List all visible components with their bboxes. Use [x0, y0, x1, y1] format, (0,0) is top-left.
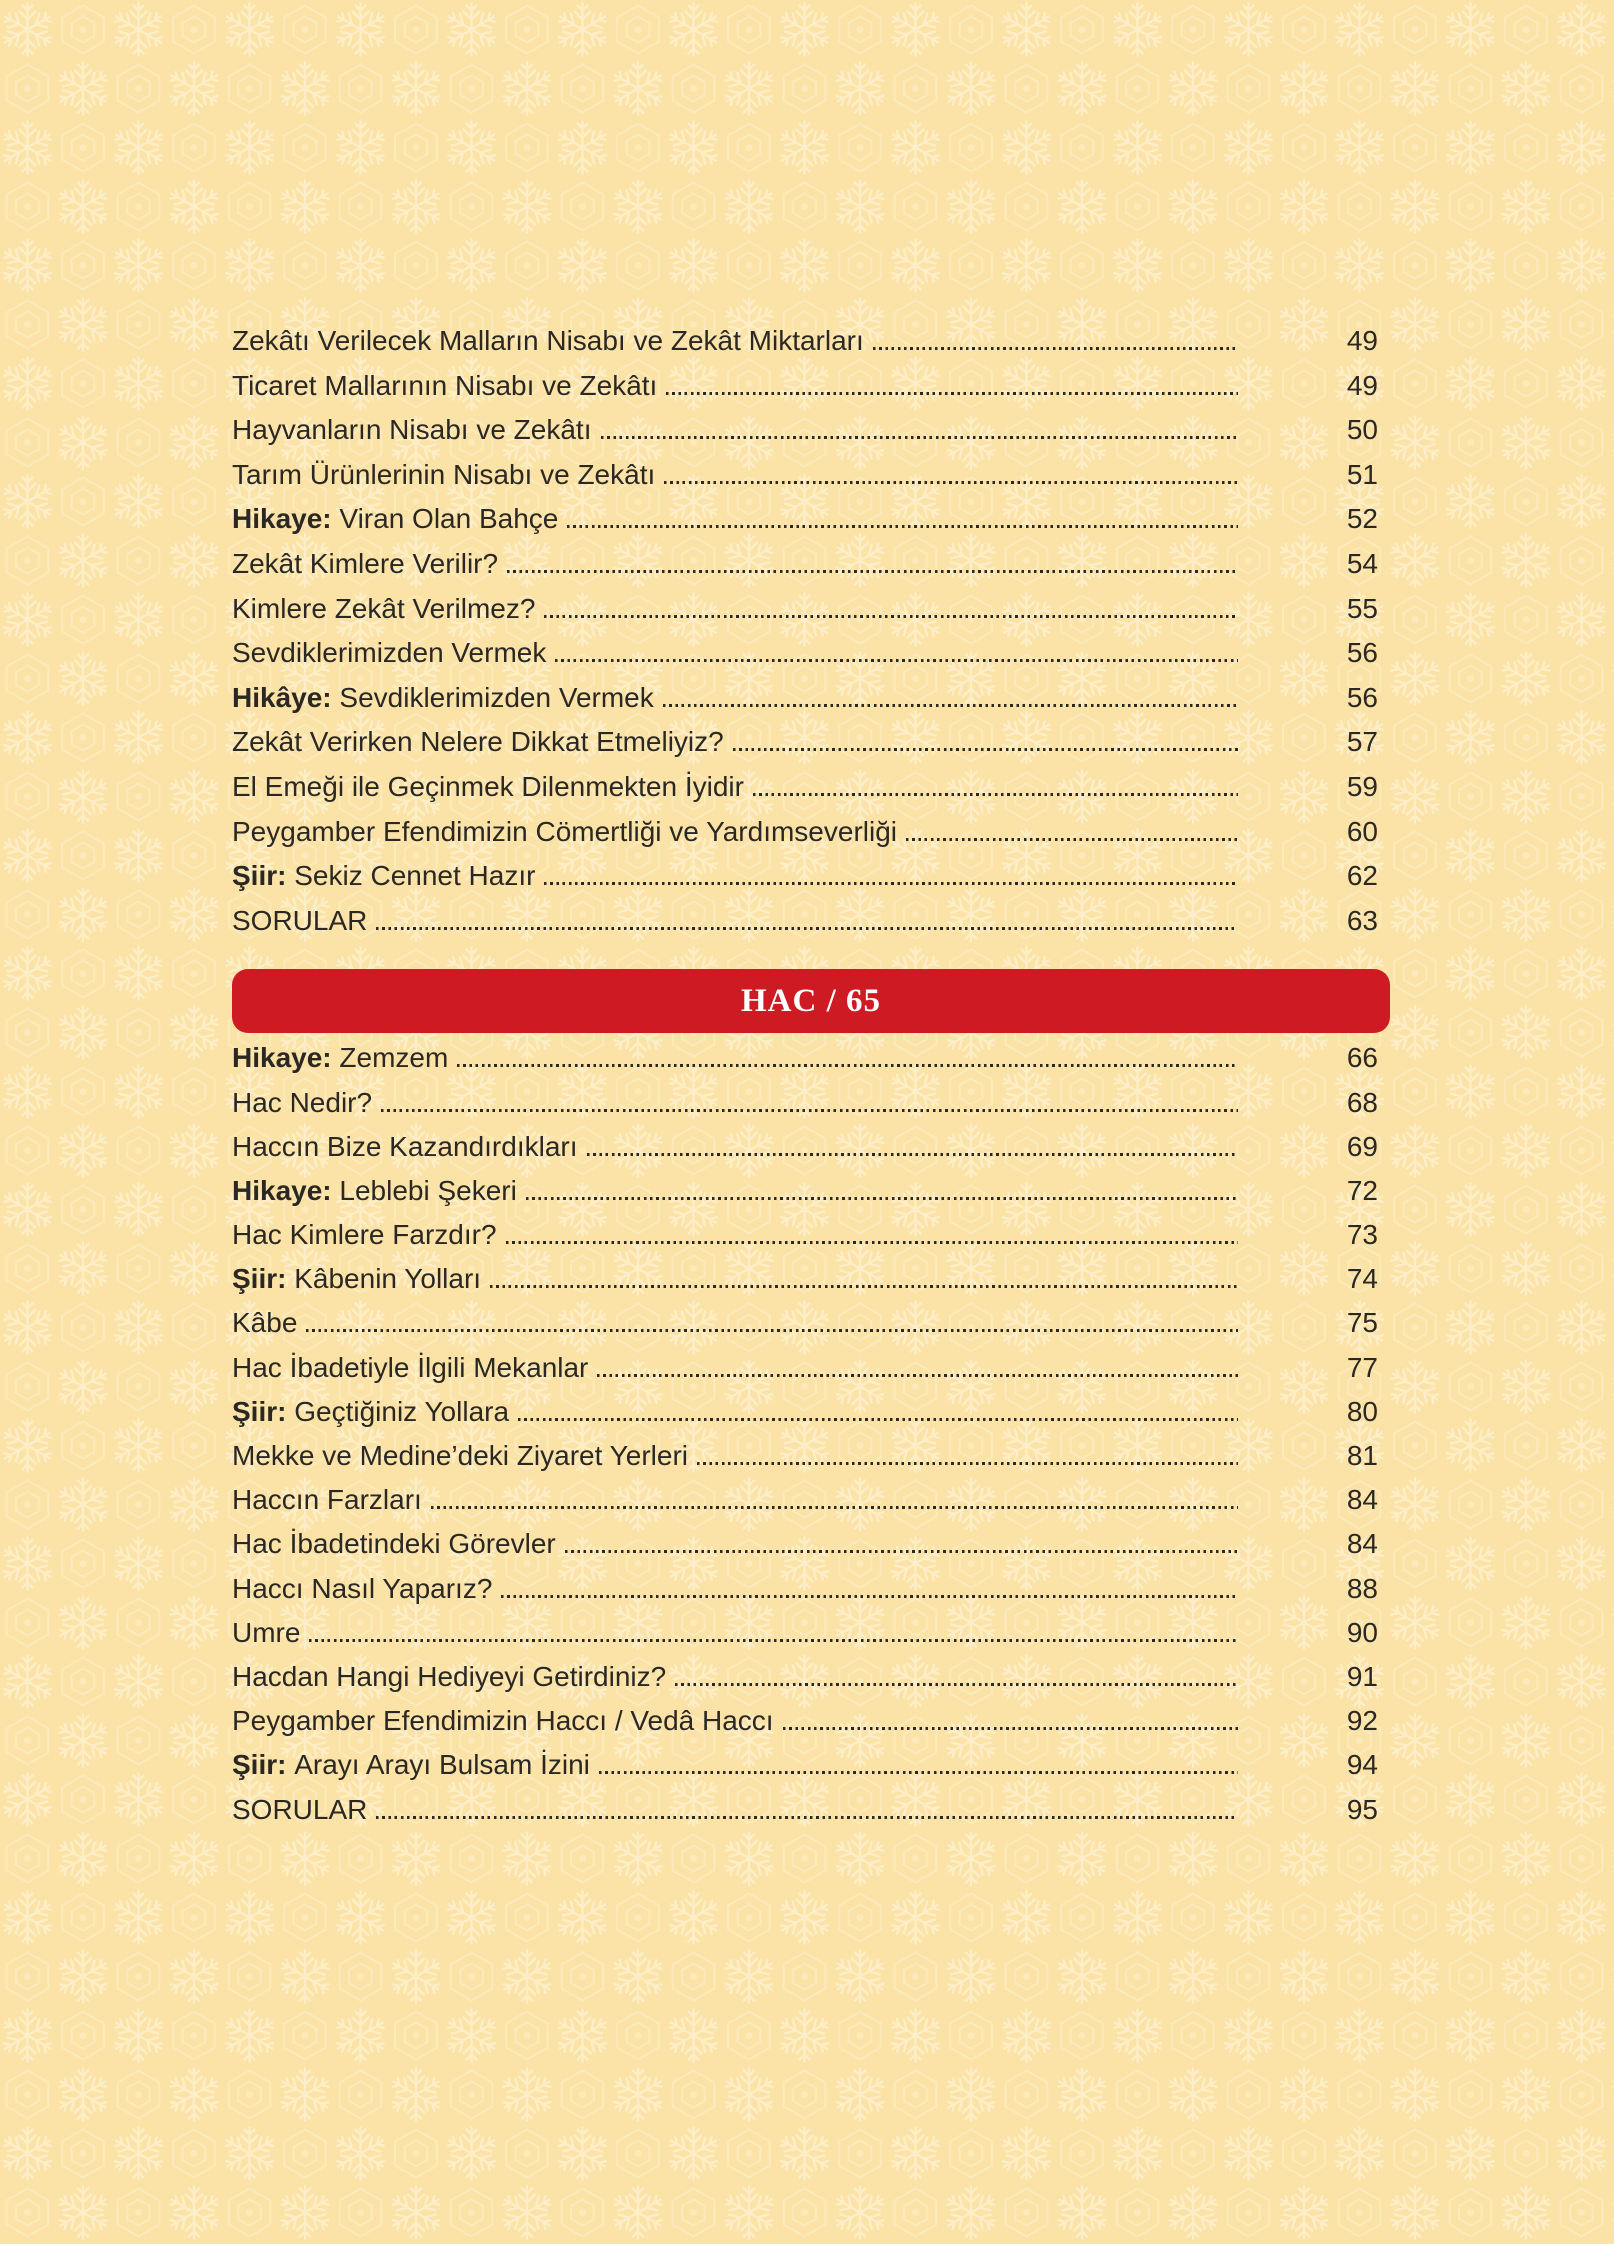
dotted-leader — [544, 882, 1238, 885]
toc-item-prefix: Şiir: — [232, 1749, 295, 1781]
toc-list-hac — [232, 1036, 1378, 1831]
toc-item-title — [232, 1213, 497, 1257]
dotted-leader — [733, 748, 1238, 751]
toc-item-title — [232, 1081, 372, 1125]
toc-item-page-number: 49 — [1346, 325, 1378, 356]
toc-item-text: Hacdan Hangi Hediyeyi Getirdiniz? — [232, 1660, 667, 1692]
toc-item — [232, 631, 1378, 676]
toc-list-zekat — [232, 319, 1378, 943]
dotted-leader — [507, 570, 1238, 573]
dotted-leader — [526, 1197, 1238, 1200]
toc-item-text: Mekke ve Medine’deki Ziyaret Yerleri — [232, 1440, 688, 1471]
toc-item-page-number: 84 — [1346, 1484, 1378, 1516]
dotted-leader — [664, 481, 1238, 484]
dotted-leader — [906, 838, 1238, 841]
toc-item — [232, 765, 1378, 810]
toc-item-title — [232, 810, 897, 855]
toc-item — [232, 453, 1378, 498]
toc-item-title — [232, 676, 654, 721]
toc-item-title — [232, 542, 498, 587]
toc-item — [232, 1655, 1378, 1699]
toc-item — [232, 1169, 1378, 1213]
toc-item-title — [232, 1434, 688, 1478]
toc-item-page-number: 56 — [1346, 637, 1378, 669]
toc-item-text: Haccın Bize Kazandırdıkları — [232, 1130, 578, 1162]
toc-item-title — [232, 1169, 517, 1213]
toc-item-text: Zekât Kimlere Verilir? — [232, 547, 499, 579]
toc-item — [232, 1213, 1378, 1257]
toc-item — [232, 1257, 1378, 1301]
toc-item-text: Hac İbadetiyle İlgili Mekanlar — [232, 1351, 589, 1383]
dotted-leader — [697, 1462, 1238, 1465]
toc-item-page-number: 81 — [1346, 1440, 1378, 1471]
toc-item-title — [232, 319, 864, 364]
toc-item-page-number: 68 — [1346, 1086, 1378, 1118]
toc-item-page-number: 80 — [1346, 1395, 1378, 1427]
dotted-leader — [675, 1683, 1238, 1686]
toc-item-page-number: 63 — [1346, 904, 1378, 936]
toc-item-title — [232, 587, 535, 632]
toc-item — [232, 364, 1378, 409]
toc-item-text: Zemzem — [339, 1042, 449, 1074]
toc-item-text: Hayvanların Nisabı ve Zekâtı — [232, 414, 592, 446]
dotted-leader — [490, 1285, 1238, 1288]
dotted-leader — [601, 436, 1239, 439]
toc-item-text: Ticaret Mallarının Nisabı ve Zekâtı — [232, 369, 658, 401]
toc-item-title — [232, 497, 558, 542]
toc-item-title — [232, 1301, 297, 1345]
dotted-leader — [518, 1418, 1238, 1421]
toc-item-page-number: 72 — [1346, 1174, 1378, 1206]
toc-item-text: Sevdiklerimizden Vermek — [232, 637, 547, 669]
dotted-leader — [501, 1595, 1238, 1598]
toc-item-text: Kimlere Zekât Verilmez? — [232, 592, 536, 624]
toc-item-title — [232, 1522, 556, 1566]
toc-item — [232, 1125, 1378, 1169]
toc-item — [232, 1390, 1378, 1434]
toc-item-page-number: 77 — [1346, 1351, 1378, 1383]
toc-item-title — [232, 1611, 300, 1655]
dotted-leader — [506, 1241, 1238, 1244]
toc-item-page-number: 55 — [1346, 592, 1378, 624]
toc-item-text: Geçtiğiniz Yollara — [294, 1395, 510, 1427]
toc-item-title — [232, 1655, 666, 1699]
toc-item-page-number: 84 — [1346, 1528, 1378, 1560]
toc-item-title — [232, 1125, 578, 1169]
toc-item-page-number: 88 — [1346, 1572, 1378, 1604]
toc-item-title — [232, 1699, 774, 1743]
toc-item-title — [232, 1567, 492, 1611]
toc-item — [232, 1478, 1378, 1522]
section-banner-label: HAC / 65 — [741, 982, 881, 1019]
toc-item-page-number: 91 — [1346, 1660, 1378, 1692]
toc-item-text: Hac Kimlere Farzdır? — [232, 1219, 497, 1251]
toc-item-prefix: Hikaye: — [232, 503, 340, 535]
toc-item-title — [232, 765, 744, 810]
toc-item-title — [232, 1478, 422, 1522]
toc-item-page-number: 56 — [1346, 681, 1378, 713]
toc-item-page-number: 66 — [1346, 1042, 1378, 1074]
dotted-leader — [599, 1771, 1238, 1774]
toc-item — [232, 408, 1378, 453]
toc-item-text: Kâbenin Yolları — [294, 1263, 482, 1295]
dotted-leader — [567, 525, 1238, 528]
dotted-leader — [376, 1816, 1238, 1819]
dotted-leader — [873, 347, 1238, 350]
toc-item-text: Haccın Farzları — [232, 1484, 422, 1516]
dotted-leader — [565, 1550, 1238, 1553]
toc-item-text: Hac İbadetindeki Görevler — [232, 1528, 556, 1560]
toc-item — [232, 497, 1378, 542]
dotted-leader — [753, 793, 1238, 796]
dotted-leader — [544, 615, 1238, 618]
toc-item-page-number: 49 — [1346, 369, 1378, 401]
toc-item-title — [232, 1788, 367, 1832]
toc-item — [232, 319, 1378, 364]
toc-item-prefix: Hikâye: — [232, 681, 340, 713]
toc-item-page-number: 50 — [1346, 414, 1378, 446]
toc-item-text: Peygamber Efendimizin Haccı / Vedâ Haccı — [232, 1705, 774, 1737]
dotted-leader — [431, 1506, 1238, 1509]
toc-item-page-number: 52 — [1346, 503, 1378, 535]
toc-item-page-number: 51 — [1346, 458, 1378, 490]
toc-item — [232, 810, 1378, 855]
toc-item — [232, 1434, 1378, 1478]
toc-item — [232, 1611, 1378, 1655]
toc-item-page-number: 94 — [1346, 1749, 1378, 1781]
toc-item-page-number: 73 — [1346, 1219, 1378, 1251]
dotted-leader — [663, 704, 1238, 707]
toc-item-title — [232, 854, 535, 899]
toc-item-text: Kâbe — [232, 1307, 298, 1339]
toc-item-prefix: Hikaye: — [232, 1174, 340, 1206]
toc-item — [232, 1301, 1378, 1345]
toc-item — [232, 1743, 1378, 1787]
dotted-leader — [309, 1639, 1238, 1642]
toc-item-page-number: 92 — [1346, 1705, 1378, 1737]
toc-item-prefix: Şiir: — [232, 1263, 295, 1295]
toc-item — [232, 587, 1378, 632]
toc-item-prefix: Hikaye: — [232, 1042, 340, 1074]
dotted-leader — [457, 1064, 1238, 1067]
dotted-leader — [376, 927, 1238, 930]
toc-item-title — [232, 631, 546, 676]
toc-item-page-number: 57 — [1346, 726, 1378, 758]
toc-item-title — [232, 364, 657, 409]
toc-item-title — [232, 1390, 509, 1434]
dotted-leader — [555, 659, 1238, 662]
toc-item-page-number: 75 — [1346, 1307, 1378, 1339]
toc-item — [232, 676, 1378, 721]
dotted-leader — [666, 392, 1238, 395]
toc-item-page-number: 59 — [1346, 770, 1378, 802]
toc-item-text: Viran Olan Bahçe — [339, 503, 559, 535]
table-of-contents — [232, 319, 1378, 1832]
toc-item — [232, 899, 1378, 944]
dotted-leader — [381, 1109, 1238, 1112]
toc-item-text: Zekât Verirken Nelere Dikkat Etmeliyiz? — [232, 726, 724, 758]
toc-item-text: Tarım Ürünlerinin Nisabı ve Zekâtı — [232, 458, 656, 490]
toc-item-page-number: 60 — [1346, 815, 1378, 847]
dotted-leader — [306, 1329, 1238, 1332]
toc-item-text: Sevdiklerimizden Vermek — [339, 681, 654, 713]
dotted-leader — [783, 1727, 1238, 1730]
toc-item-text: SORULAR — [232, 904, 368, 936]
toc-item-prefix: Şiir: — [232, 1395, 295, 1427]
section-banner-hac — [232, 969, 1390, 1033]
toc-item — [232, 720, 1378, 765]
toc-item — [232, 1346, 1378, 1390]
toc-item — [232, 1788, 1378, 1832]
toc-item — [232, 1699, 1378, 1743]
toc-item — [232, 1567, 1378, 1611]
toc-item-page-number: 74 — [1346, 1263, 1378, 1295]
toc-item — [232, 542, 1378, 587]
toc-item-prefix: Şiir: — [232, 860, 295, 892]
toc-item-page-number: 95 — [1346, 1793, 1378, 1825]
toc-item-page-number: 69 — [1346, 1130, 1378, 1162]
toc-item-text: Haccı Nasıl Yaparız? — [232, 1572, 493, 1604]
toc-item-title — [232, 1257, 481, 1301]
toc-item-text: Zekâtı Verilecek Malların Nisabı ve Zekât Miktarları — [232, 325, 864, 356]
toc-item-title — [232, 453, 655, 498]
toc-item-text: Sekiz Cennet Hazır — [294, 860, 536, 892]
toc-item-title — [232, 899, 367, 944]
toc-item-page-number: 62 — [1346, 860, 1378, 892]
toc-item-text: SORULAR — [232, 1793, 368, 1825]
toc-item — [232, 854, 1378, 899]
toc-item-title — [232, 1036, 448, 1080]
toc-item — [232, 1081, 1378, 1125]
toc-item-page-number: 54 — [1346, 547, 1378, 579]
toc-item-text: Leblebi Şekeri — [339, 1174, 517, 1206]
toc-item-text: Arayı Arayı Bulsam İzini — [294, 1749, 590, 1781]
dotted-leader — [597, 1374, 1238, 1377]
dotted-leader — [587, 1153, 1239, 1156]
toc-item-title — [232, 1346, 588, 1390]
toc-item-title — [232, 1743, 590, 1787]
toc-item — [232, 1036, 1378, 1080]
toc-item-text: Peygamber Efendimizin Cömertliği ve Yardımseverliği — [232, 815, 897, 847]
toc-item-page-number: 90 — [1346, 1616, 1378, 1648]
toc-item-title — [232, 720, 724, 765]
toc-item-text: Umre — [232, 1616, 301, 1648]
toc-item-text: Hac Nedir? — [232, 1086, 373, 1118]
toc-item-text: El Emeği ile Geçinmek Dilenmekten İyidir — [232, 770, 744, 802]
toc-item-title — [232, 408, 592, 453]
toc-item — [232, 1522, 1378, 1566]
